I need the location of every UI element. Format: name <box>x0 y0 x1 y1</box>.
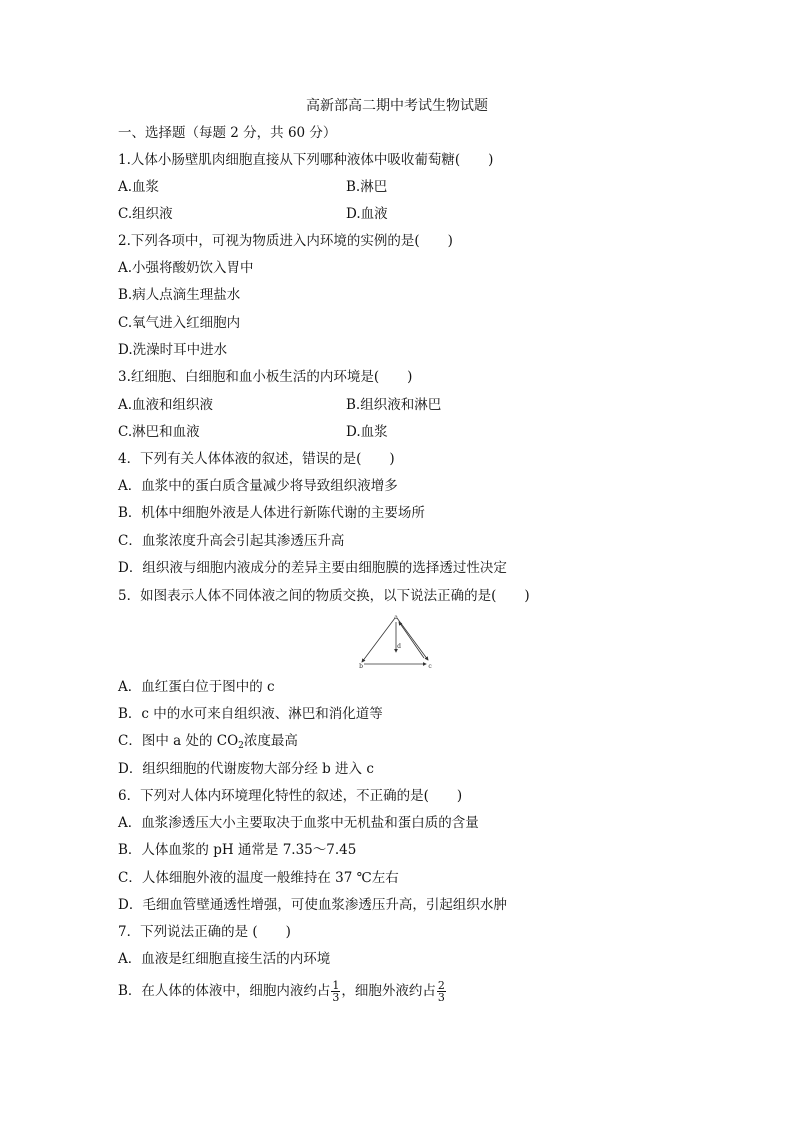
subscript-2: 2 <box>238 741 244 751</box>
arrow-a-to-c <box>397 618 428 660</box>
q7-option-b: B．在人体的体液中，细胞内液约占 $\frac{1}{3}$ ，细胞外液约占 $\frac{2}{3}$ <box>118 979 445 1004</box>
q4-option-a: A．血浆中的蛋白质含量减少将导致组织液增多 <box>118 478 398 494</box>
question-2: 2.下列各项中，可视为物质进入内环境的实例的是( ) <box>118 233 453 249</box>
q3-option-b: B.组织液和淋巴 <box>346 397 442 413</box>
question-1: 1.人体小肠壁肌肉细胞直接从下列哪种液体中吸收葡萄糖( ) <box>118 152 494 168</box>
q2-option-b: B.病人点滴生理盐水 <box>118 287 241 303</box>
diagram-label-c: c <box>428 663 432 670</box>
question-stem: 1.人体小肠壁肌肉细胞直接从下列哪种液体中吸收葡萄糖( <box>118 152 461 168</box>
question-stem: 5．如图表示人体不同体液之间的物质交换，以下说法正确的是( <box>118 588 497 604</box>
arrow-a-to-b <box>362 618 395 662</box>
q2-option-c: C.氧气进入红细胞内 <box>118 315 241 331</box>
q4-option-b: B．机体中细胞外液是人体进行新陈代谢的主要场所 <box>118 505 425 521</box>
q6-option-b: B．人体血浆的 pH 通常是 7.35～7.45 <box>118 842 357 858</box>
diagram-label-d: d <box>397 643 401 650</box>
q1-option-b: B.淋巴 <box>346 179 388 195</box>
diagram-label-a: a <box>394 614 398 621</box>
fraction-one-third: $\frac{1}{3}$ <box>332 979 340 1004</box>
q1-option-a: A.血浆 <box>118 179 160 195</box>
q1-option-c: C.组织液 <box>118 206 173 222</box>
q4-option-c: C．血浆浓度升高会引起其渗透压升高 <box>118 533 345 549</box>
question-stem: 6．下列对人体内环境理化特性的叙述，不正确的是( <box>118 788 429 804</box>
q3-option-a: A.血液和组织液 <box>118 397 214 413</box>
question-stem: 2.下列各项中，可视为物质进入内环境的实例的是( <box>118 233 420 249</box>
body-fluid-exchange-diagram <box>354 612 436 670</box>
question-stem: 7．下列说法正确的是 ( <box>118 924 258 940</box>
question-4: 4．下列有关人体体液的叙述，错误的是( ) <box>118 451 395 467</box>
q1-option-d: D.血液 <box>346 206 388 222</box>
question-stem: 3.红细胞、白细胞和血小板生活的内环境是( <box>118 369 380 385</box>
question-6: 6．下列对人体内环境理化特性的叙述，不正确的是( ) <box>118 788 463 804</box>
q6-option-d: D．毛细血管壁通透性增强，可使血浆渗透压升高，引起组织水肿 <box>118 897 507 913</box>
q6-option-a: A．血浆渗透压大小主要取决于血浆中无机盐和蛋白质的含量 <box>118 815 479 831</box>
page-title: 高新部高二期中考试生物试题 <box>306 98 488 114</box>
q5-option-a: A．血红蛋白位于图中的 c <box>118 679 275 695</box>
q5-option-c: C．图中 a 处的 $CO_2$浓度最高 <box>118 733 298 751</box>
q5-option-d: D．组织细胞的代谢废物大部分经 b 进入 c <box>118 761 374 777</box>
fraction-two-thirds: $\frac{2}{3}$ <box>437 979 445 1004</box>
question-7: 7．下列说法正确的是 ( ) <box>118 924 291 940</box>
question-5: 5．如图表示人体不同体液之间的物质交换，以下说法正确的是( ) <box>118 588 530 604</box>
q2-option-d: D.洗澡时耳中进水 <box>118 342 228 358</box>
q7-option-a: A．血液是红细胞直接生活的内环境 <box>118 951 331 967</box>
diagram-label-b: b <box>359 663 363 670</box>
q4-option-d: D．组织液与细胞内液成分的差异主要由细胞膜的选择透过性决定 <box>118 560 507 576</box>
q5-option-b: B．c 中的水可来自组织液、淋巴和消化道等 <box>118 706 383 722</box>
q3-option-c: C.淋巴和血液 <box>118 424 200 440</box>
section-heading: 一、选择题（每题 2 分，共 60 分） <box>118 125 337 141</box>
q6-option-c: C．人体细胞外液的温度一般维持在 37 ℃左右 <box>118 870 399 886</box>
question-3: 3.红细胞、白细胞和血小板生活的内环境是( ) <box>118 369 413 385</box>
q2-option-a: A.小强将酸奶饮入胃中 <box>118 260 254 276</box>
arrow-c-to-a <box>399 622 424 658</box>
question-stem: 4．下列有关人体体液的叙述，错误的是( <box>118 451 362 467</box>
q3-option-d: D.血浆 <box>346 424 388 440</box>
